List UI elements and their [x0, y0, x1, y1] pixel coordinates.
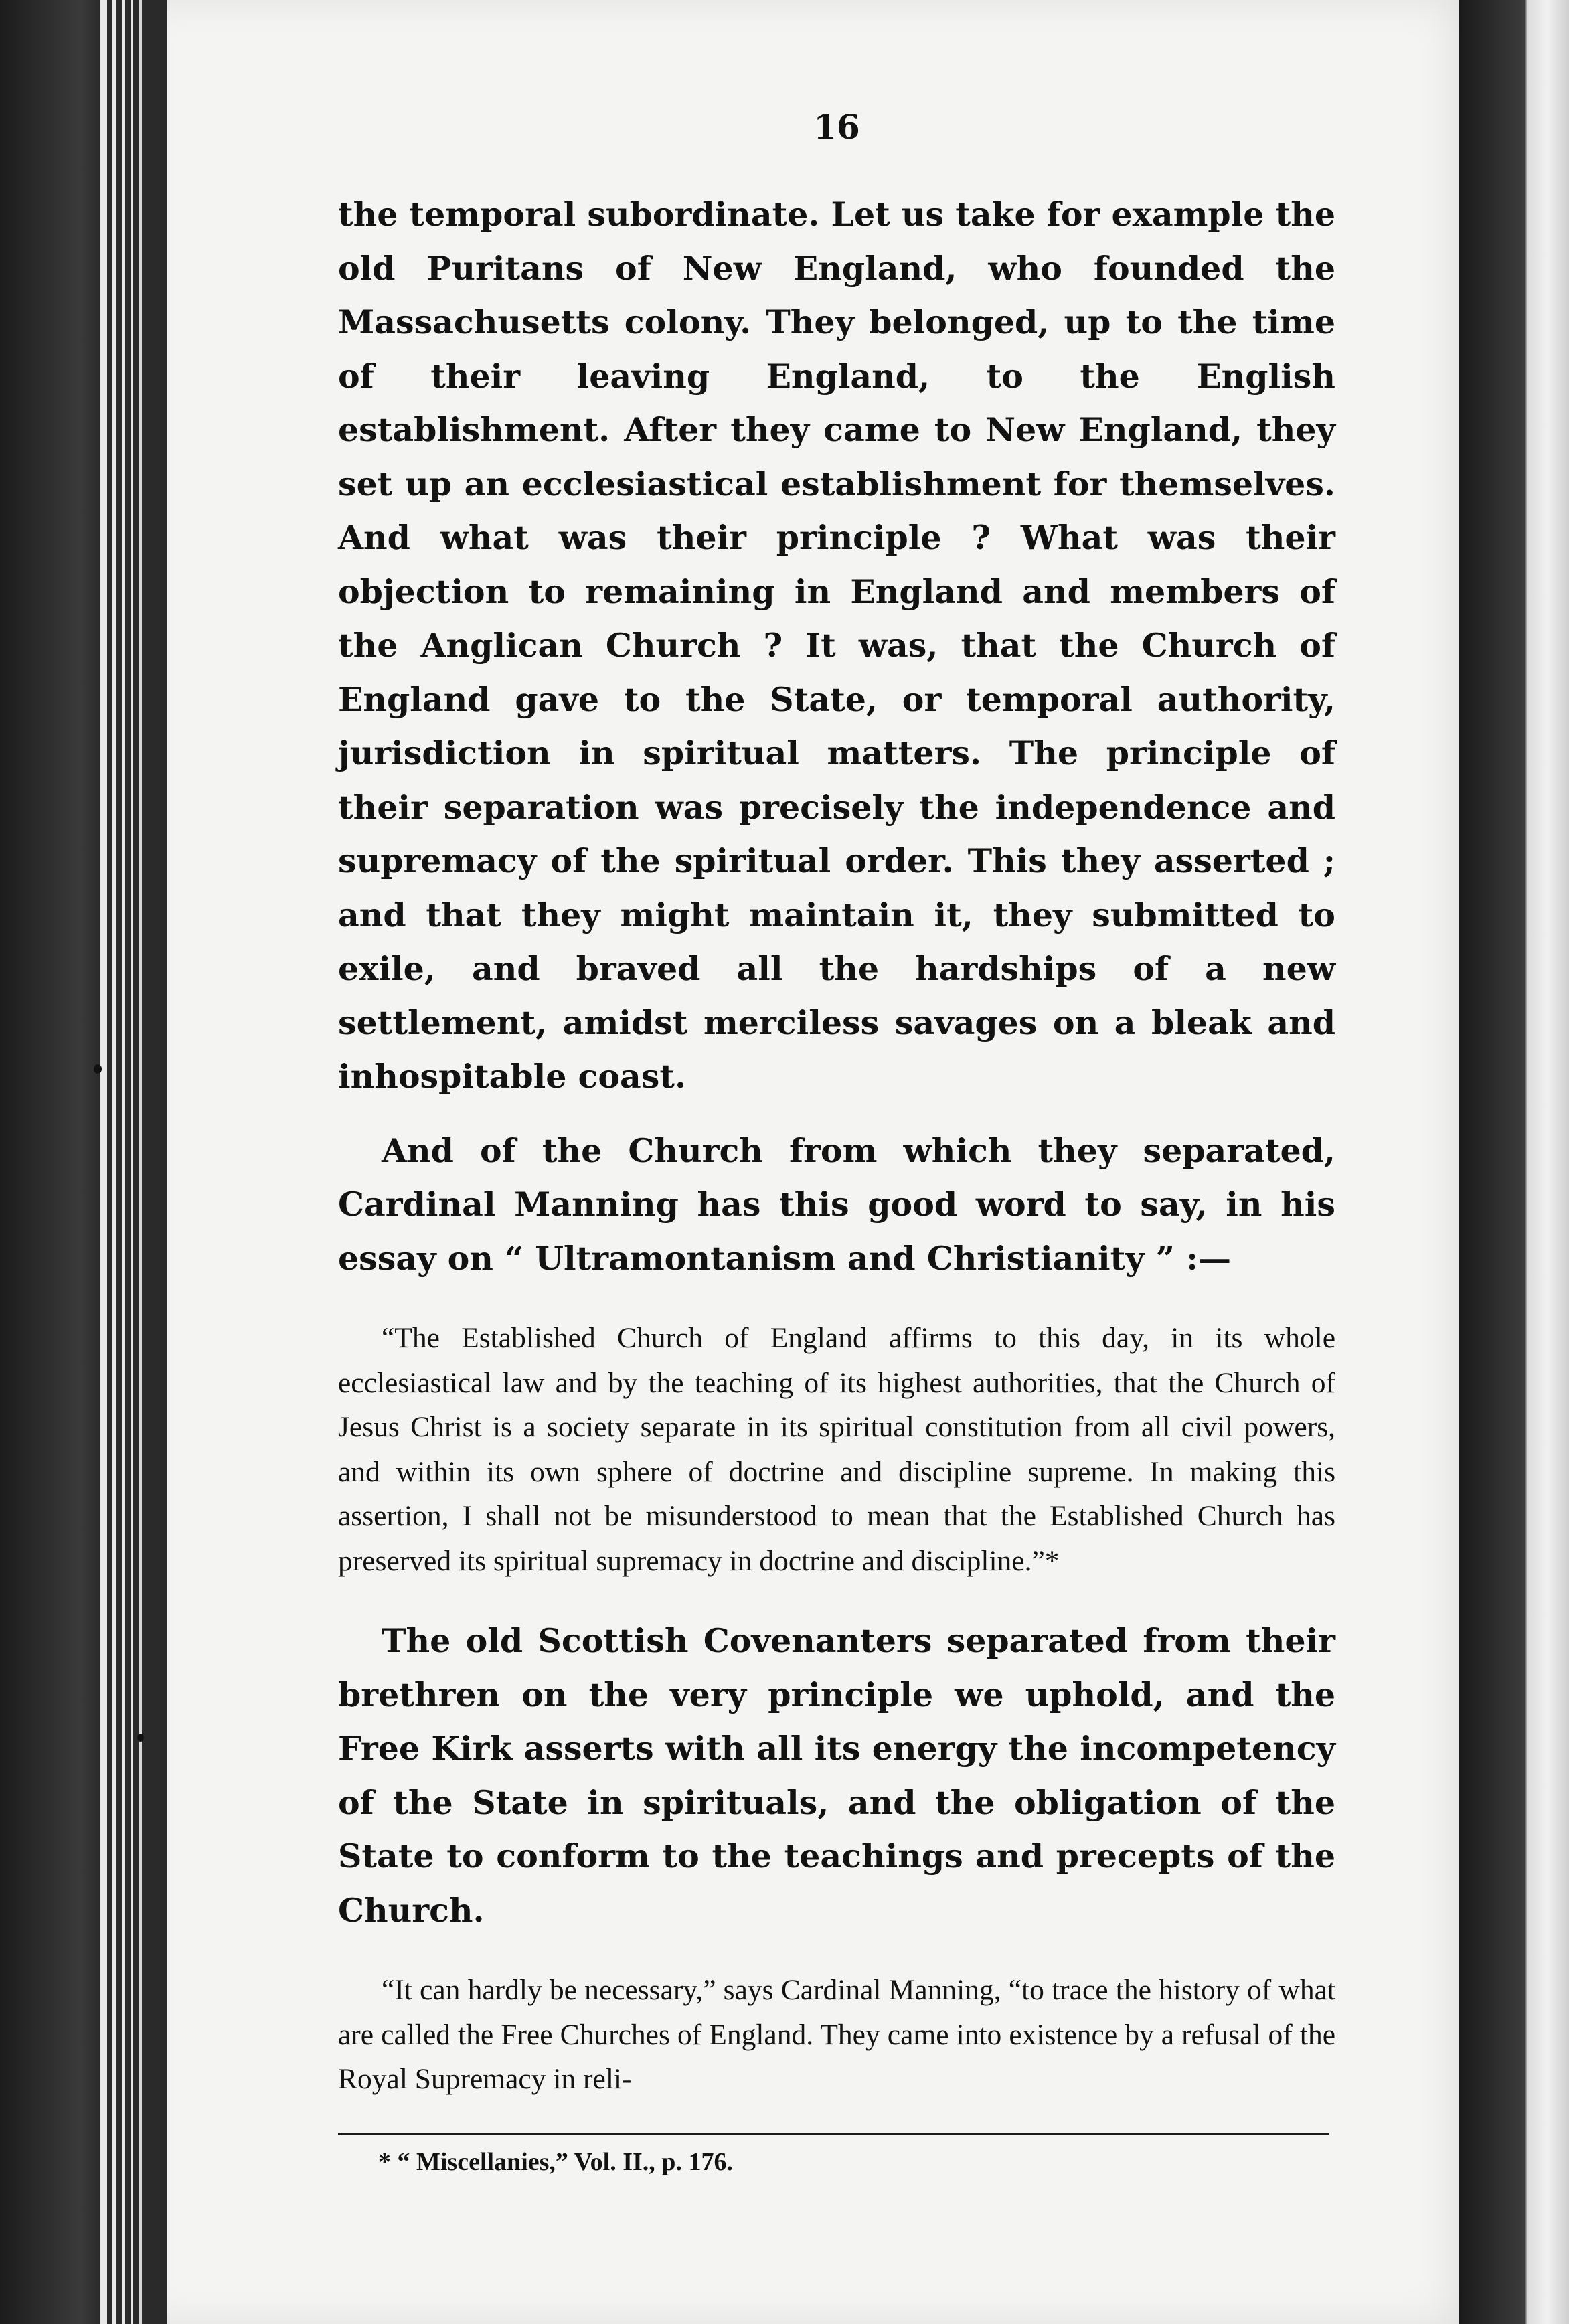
- quote-established-church: “The Established Church of England affirms to this day, in its whole ecclesiastical law and by the teaching of its highest authorities, that the Church of Jesus Christ is a society separate in its spiritual constitution from all civil powers, and within its own sphere of doctrine and discipline supreme. In making this assertion, I shall not be misunderstood to mean that the Established Church has preserved its spiritual supremacy in doctrine and discipline.”*: [338, 1322, 1335, 1577]
- page-edge: [139, 0, 142, 2324]
- paragraph-puritans: the temporal subordinate. Let us take for example the old Puritans of New England, who founded the Massachusetts colony. They belonged, up to the time of their leaving England, to the English establishment. After they came to New England, they set up an ecclesiastical establishment for themselves. And what was their principle ? What was their objection to remaining in England and members of the Anglican Church ? It was, that the Church of England gave to the State, or temporal authority, jurisdiction in spiritual matters. The principle of their separation was precisely the independence and supremacy of the spiritual order. This they asserted ; and that they might maintain it, they submitted to exile, and braved all the hardships of a new settlement, amidst merciless savages on a bleak and inhospitable coast.: [338, 195, 1335, 1096]
- page-edge: [112, 0, 116, 2324]
- footnote-rule: [338, 2133, 1329, 2135]
- page-number: 16: [813, 107, 860, 147]
- quote-free-churches: “It can hardly be necessary,” says Cardinal Manning, “to trace the history of what are called the Free Churches of England. They came into existence by a refusal of the Royal Supremacy in reli-: [338, 1974, 1335, 2095]
- footnote: * “ Miscellanies,” Vol. II., p. 176.: [378, 2147, 733, 2176]
- ink-speck: [137, 1734, 144, 1742]
- text-block: [338, 107, 1335, 2179]
- paragraph-cardinal-manning: And of the Church from which they separated, Cardinal Manning has this good word to say, in his essay on “ Ultramontanism and Christianity ” :—: [338, 1131, 1335, 1278]
- ink-speck: [94, 1064, 102, 1074]
- paragraph-covenanters: The old Scottish Covenanters separated from their brethren on the very principle we uphold, and the Free Kirk asserts with all its energy the incompetency of the State in spirituals, and the obligation of the State to conform to the teachings and precepts of the Church.: [338, 1621, 1335, 1930]
- page-edge: [131, 0, 133, 2324]
- page-edge: [100, 0, 107, 2324]
- page-edge: [122, 0, 125, 2324]
- book-spine: [1459, 0, 1569, 2324]
